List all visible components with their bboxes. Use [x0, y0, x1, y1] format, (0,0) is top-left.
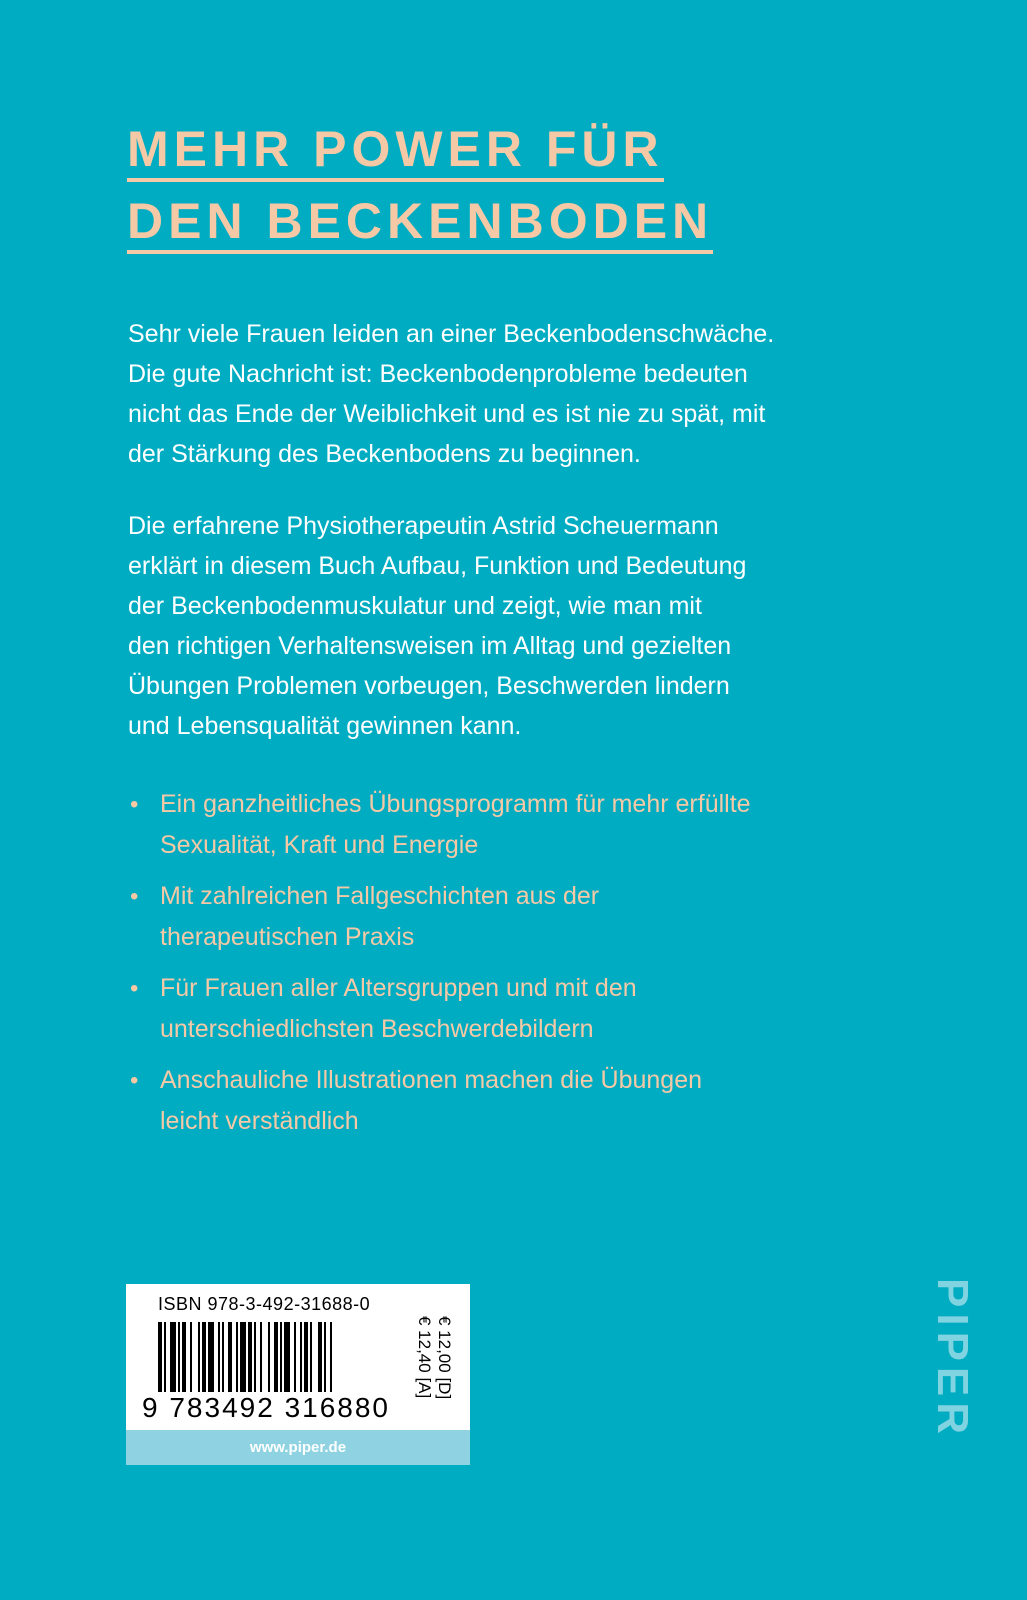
intro-paragraph: [128, 314, 774, 474]
paragraph-line: den richtigen Verhaltensweisen im Alltag und gezielten: [128, 632, 732, 660]
bullet-icon: •: [130, 791, 139, 818]
barcode-bar: [198, 1322, 200, 1392]
barcode-bar: [190, 1322, 192, 1392]
barcode-bar: [228, 1322, 232, 1392]
barcode-bar: [236, 1322, 238, 1392]
barcode-bar: [164, 1322, 166, 1392]
barcode-bar: [284, 1322, 290, 1392]
list-item-line: therapeutischen Praxis: [160, 923, 415, 951]
list-item-line: leicht verständlich: [160, 1107, 359, 1135]
headline-line-2: DEN BECKENBODEN: [127, 192, 713, 254]
publisher-logo: PIPER: [928, 1278, 977, 1441]
paragraph-line: Die gute Nachricht ist: Beckenbodenprobleme bedeuten: [128, 360, 748, 388]
barcode-bar: [248, 1322, 252, 1392]
paragraph-line: Übungen Problemen vorbeugen, Beschwerden lindern: [128, 672, 730, 700]
price-block: [414, 1316, 454, 1416]
price-germany: € 12,00 [D]: [435, 1316, 454, 1400]
list-item-line: unterschiedlichsten Beschwerdebildern: [160, 1015, 594, 1043]
paragraph-line: und Lebensqualität gewinnen kann.: [128, 712, 522, 740]
website-link[interactable]: www.piper.de: [126, 1430, 470, 1465]
paragraph-line: der Beckenbodenmuskulatur und zeigt, wie man mit: [128, 592, 702, 620]
description-paragraph: [128, 506, 746, 746]
barcode-bar: [300, 1322, 302, 1392]
paragraph-line: der Stärkung des Beckenbodens zu beginnen.: [128, 440, 641, 468]
paragraph-line: nicht das Ende der Weiblichkeit und es ist nie zu spät, mit: [128, 400, 766, 428]
barcode-bar: [294, 1322, 296, 1392]
barcode-bar: [268, 1322, 270, 1392]
barcode-label: [126, 1284, 470, 1465]
isbn-label: ISBN 978-3-492-31688-0: [158, 1294, 371, 1314]
barcode-bar: [280, 1322, 282, 1392]
headline: [127, 118, 713, 262]
feature-list: [130, 784, 751, 1152]
bullet-icon: •: [130, 883, 139, 910]
barcode-bar: [202, 1322, 206, 1392]
barcode-bar: [304, 1322, 308, 1392]
list-item-line: Anschauliche Illustrationen machen die Übungen: [160, 1066, 703, 1094]
list-item: [130, 784, 751, 866]
barcode-icon: [158, 1322, 408, 1392]
barcode-bar: [158, 1322, 162, 1392]
bullet-icon: •: [130, 975, 139, 1002]
barcode-bar: [260, 1322, 262, 1392]
bullet-icon: •: [130, 1067, 139, 1094]
headline-line-1: MEHR POWER FÜR: [127, 120, 664, 182]
barcode-bar: [310, 1322, 312, 1392]
barcode-bar: [208, 1322, 214, 1392]
list-item: [130, 968, 751, 1050]
list-item-line: Ein ganzheitliches Übungsprogramm für mehr erfüllte: [160, 790, 751, 818]
barcode-bar: [318, 1322, 322, 1392]
barcode-bar: [218, 1322, 220, 1392]
barcode-bar: [330, 1322, 332, 1392]
paragraph-line: Sehr viele Frauen leiden an einer Beckenbodenschwäche.: [128, 320, 775, 348]
list-item: [130, 1060, 751, 1142]
list-item-line: Mit zahlreichen Fallgeschichten aus der: [160, 882, 600, 910]
barcode-bar: [254, 1322, 256, 1392]
barcode-bar: [222, 1322, 224, 1392]
list-item: [130, 876, 751, 958]
barcode-bar: [324, 1322, 326, 1392]
barcode-bar: [240, 1322, 246, 1392]
list-item-line: Sexualität, Kraft und Energie: [160, 831, 479, 859]
barcode-bar: [170, 1322, 176, 1392]
paragraph-line: erklärt in diesem Buch Aufbau, Funktion und Bedeutung: [128, 552, 747, 580]
barcode-bar: [182, 1322, 186, 1392]
isbn-digits: 9 783492 316880: [142, 1392, 390, 1423]
barcode-bar: [274, 1322, 278, 1392]
barcode-bar: [178, 1322, 180, 1392]
paragraph-line: Die erfahrene Physiotherapeutin Astrid Scheuermann: [128, 512, 719, 540]
price-austria: € 12,40 [A]: [415, 1316, 434, 1399]
list-item-line: Für Frauen aller Altersgruppen und mit den: [160, 974, 637, 1002]
